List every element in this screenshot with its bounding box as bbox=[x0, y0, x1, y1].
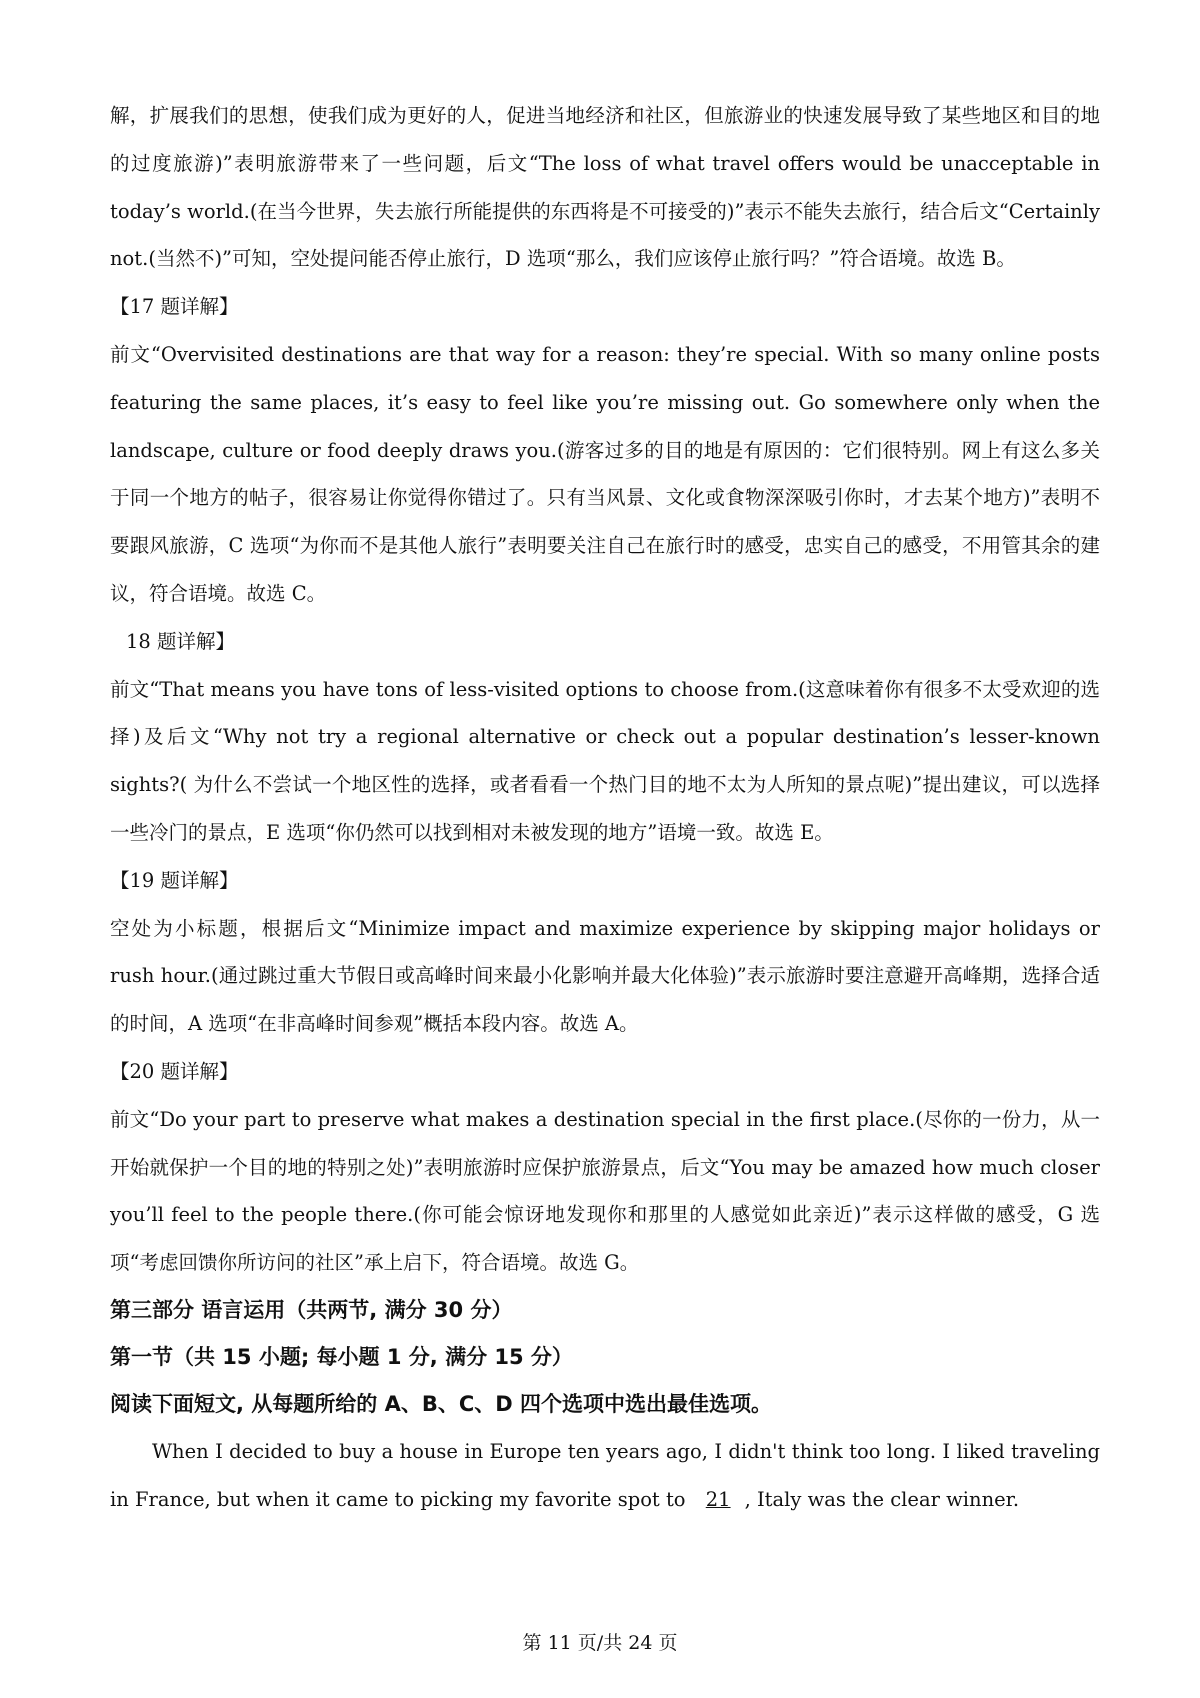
passage-text-after: , Italy was the clear winner. bbox=[744, 1487, 1020, 1511]
heading-q19: 【19 题详解】 bbox=[110, 868, 239, 892]
passage-text-before: When I decided to buy a house in Europe ten years ago, I didn't think too long. I liked traveling in France, but when it came to picking my favorite spot to bbox=[110, 1439, 1100, 1511]
paragraph-q20-explanation: 前文“Do your part to preserve what makes a destination special in the first place.(尽你的一份力，从一开始就保护一个目的地的特别之处)”表明旅游时应保护旅游景点，后文“You may be amazed how much closer you’ll feel to the people there.(你可能会惊讶地发现你和那里的人感觉如此亲近)”表示这样做的感受，G 选项“考虑回馈你所访问的社区”承上启下，符合语境。故选 G。 bbox=[110, 1107, 1100, 1275]
section-instruction: 阅读下面短文, 从每题所给的 A、B、C、D 四个选项中选出最佳选项。 bbox=[110, 1391, 773, 1416]
heading-q17: 【17 题详解】 bbox=[110, 295, 239, 319]
passage-paragraph bbox=[110, 1428, 1100, 1524]
paragraph-q19-explanation: 空处为小标题，根据后文“Minimize impact and maximize experience by skipping major holidays or rush hour.(通过跳过重大节假日或高峰时间来最小化影响并最大化体验)”表示旅游时要注意避开高峰期，选择合适的时间，A 选项“在非高峰时间参观”概括本段内容。故选 A。 bbox=[110, 916, 1100, 1036]
heading-q20: 【20 题详解】 bbox=[110, 1059, 239, 1083]
paragraph-q16-explanation: 解，扩展我们的思想，使我们成为更好的人，促进当地经济和社区，但旅游业的快速发展导致了某些地区和目的地的过度旅游)”表明旅游带来了一些问题，后文“The loss of what travel offers would be unacceptable in today’s world.(在当今世界，失去旅行所能提供的东西将是不可接受的)”表示不能失去旅行，结合后文“Certainly not.(当然不)”可知，空处提问能否停止旅行，D 选项“那么，我们应该停止旅行吗？”符合语境。故选 B。 bbox=[110, 104, 1100, 271]
paragraph-q17-explanation: 前文“Overvisited destinations are that way for a reason: they’re special. With so many online posts featuring the same places, it’s easy to feel like you’re missing out. Go somewhere only when the landscape, culture or food deeply draws you.(游客过多的目的地是有原因的：它们很特别。网上有这么多关于同一个地方的帖子，很容易让你觉得你错过了。只有当风景、文化或食物深深吸引你时，才去某个地方)”表明不要跟风旅游，C 选项“为你而不是其他人旅行”表明要关注自己在旅行时的感受，忠实自己的感受，不用管其余的建议，符合语境。故选 C。 bbox=[110, 342, 1100, 605]
heading-q18: 18 题详解】 bbox=[126, 629, 236, 653]
document-page bbox=[110, 92, 1100, 1524]
section-1-title: 第一节（共 15 小题; 每小题 1 分, 满分 15 分） bbox=[110, 1344, 573, 1369]
paragraph-q18-explanation: 前文“That means you have tons of less-visited options to choose from.(这意味着你有很多不太受欢迎的选择)及后文“Why not try a regional alternative or check out a popular destination’s lesser-known sights?( 为什么不尝试一个地区性的选择，或者看看一个热门目的地不太为人所知的景点呢)”提出建议，可以选择一些冷门的景点，E 选项“你仍然可以找到相对未被发现的地方”语境一致。故选 E。 bbox=[110, 677, 1100, 844]
page-number-footer: 第 11 页/共 24 页 bbox=[522, 1632, 678, 1654]
blank-21: 21 bbox=[705, 1487, 731, 1511]
section-part3-title: 第三部分 语言运用（共两节, 满分 30 分） bbox=[110, 1297, 513, 1322]
